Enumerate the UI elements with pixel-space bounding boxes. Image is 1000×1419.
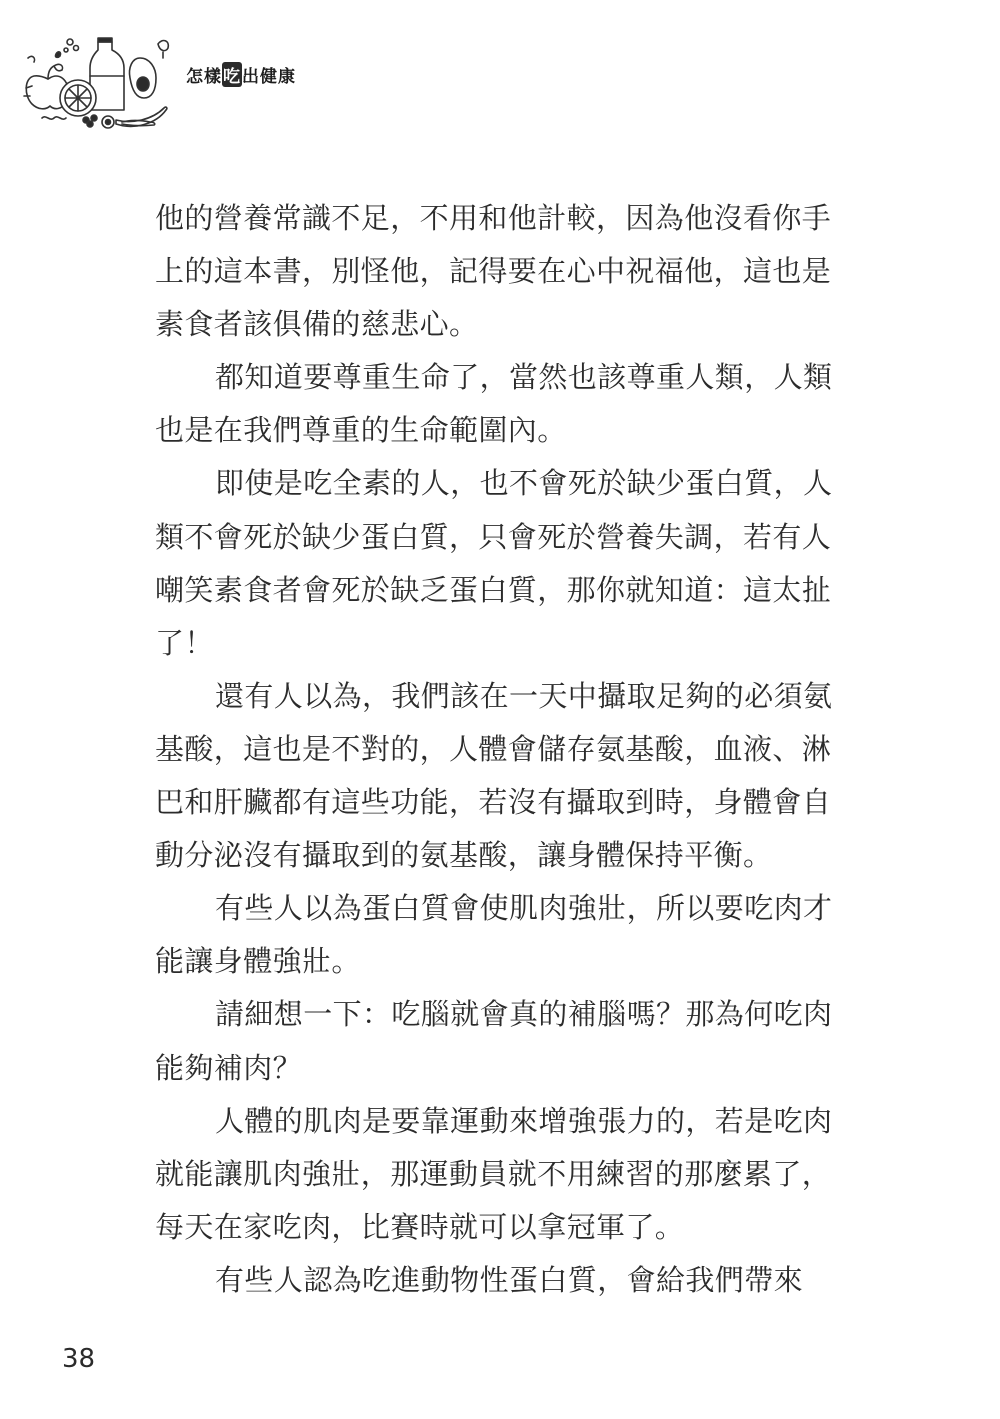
page-number: 38: [62, 1344, 96, 1374]
text-line: 就能讓肌肉強壯，那運動員就不用練習的那麼累了，: [155, 1156, 832, 1191]
book-title-highlight: 吃: [222, 62, 242, 87]
text-line: 素食者該俱備的慈悲心。: [155, 307, 479, 342]
text-line: 還有人以為，我們該在一天中攝取足夠的必須氨: [215, 678, 833, 713]
book-title: [186, 62, 296, 87]
text-line: 基酸，這也是不對的，人體會儲存氨基酸，血液、淋: [155, 731, 832, 766]
text-line: 有些人以為蛋白質會使肌肉強壯，所以要吃肉才: [215, 891, 833, 926]
text-line: 上的這本書，別怪他，記得要在心中祝福他，這也是: [155, 254, 832, 289]
food-illustration-icon: [20, 24, 180, 134]
body-text: [155, 192, 850, 1307]
text-line: 有些人認為吃進動物性蛋白質，會給我們帶來: [215, 1262, 804, 1297]
text-line: 每天在家吃肉，比賽時就可以拿冠軍了。: [155, 1209, 685, 1244]
text-line: 他的營養常識不足，不用和他計較，因為他沒看你手: [155, 201, 832, 235]
text-line: 人體的肌肉是要靠運動來增強張力的，若是吃肉: [215, 1103, 833, 1138]
text-line: 能讓身體強壯。: [155, 944, 361, 979]
text-line: 都知道要尊重生命了，當然也該尊重人類，人類: [215, 360, 833, 395]
book-title-part1: 怎樣: [186, 67, 222, 87]
text-line: 即使是吃全素的人，也不會死於缺少蛋白質，人: [215, 466, 833, 501]
text-line: 了！: [155, 625, 214, 660]
text-line: 也是在我們尊重的生命範圍內。: [155, 413, 567, 448]
text-line: 動分泌沒有攝取到的氨基酸，讓身體保持平衡。: [155, 838, 773, 873]
text-line: 能夠補肉？: [155, 1050, 303, 1085]
book-title-part2: 出健康: [242, 67, 296, 87]
text-line: 類不會死於缺少蛋白質，只會死於營養失調，若有人: [155, 519, 832, 554]
text-line: 請細想一下：吃腦就會真的補腦嗎？那為何吃肉: [215, 997, 833, 1032]
text-line: 巴和肝臟都有這些功能，若沒有攝取到時，身體會自: [155, 785, 832, 820]
text-line: 嘲笑素食者會死於缺乏蛋白質，那你就知道：這太扯: [155, 572, 832, 607]
